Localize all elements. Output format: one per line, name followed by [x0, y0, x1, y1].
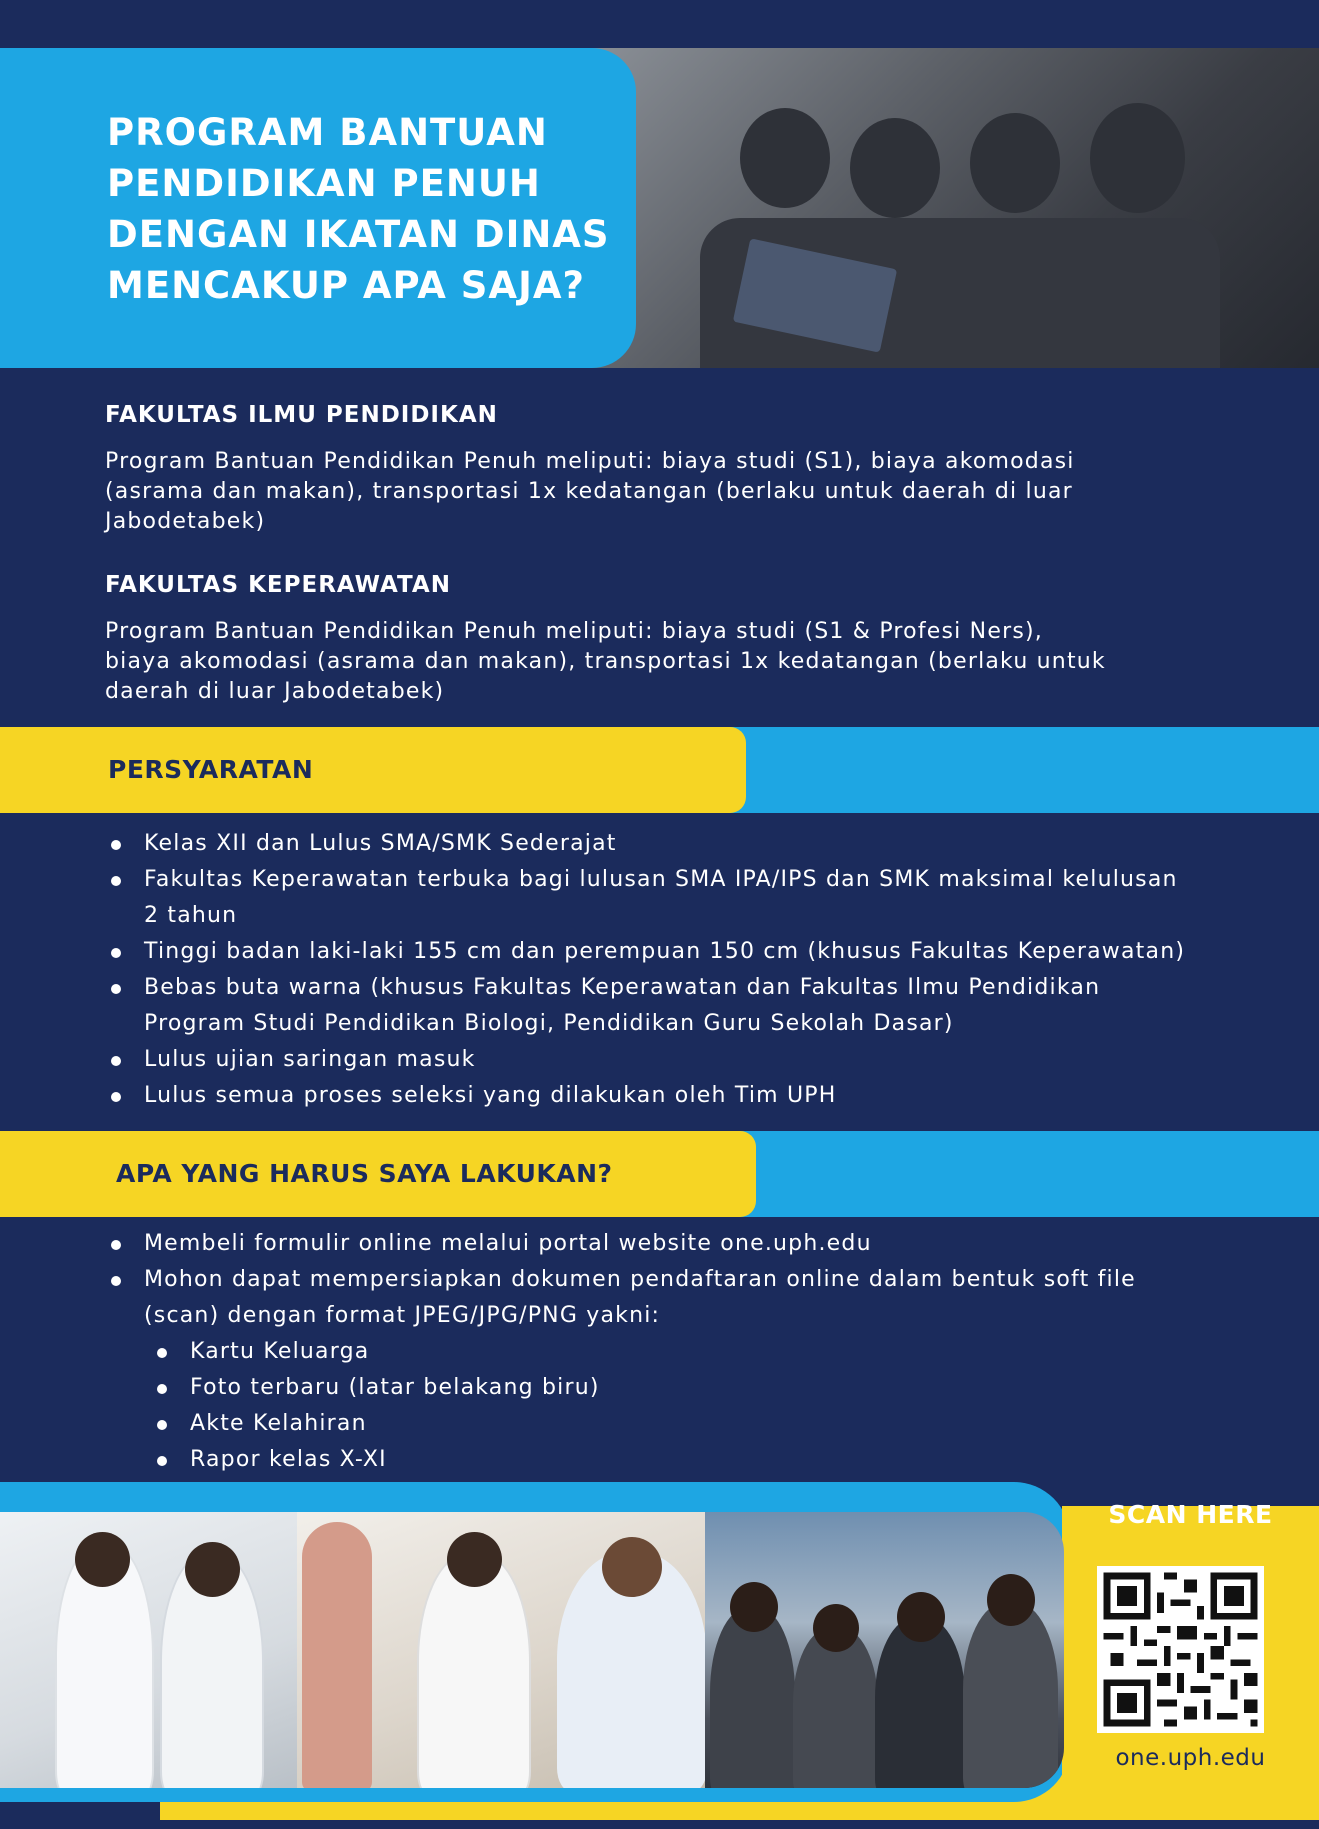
- bullet-icon: [111, 1056, 121, 1066]
- list-item: [144, 1262, 1284, 1334]
- list-item: [144, 826, 1284, 862]
- todo-band: [0, 1131, 756, 1217]
- bullet-icon: [111, 984, 121, 994]
- photo-nursing-students: [0, 1512, 297, 1788]
- description-line: biaya akomodasi (asrama dan makan), transportasi 1x kedatangan (berlaku untuk: [105, 649, 1106, 674]
- bullet-icon: [157, 1348, 167, 1358]
- list-item: [190, 1370, 1090, 1406]
- list-item: [190, 1334, 1090, 1370]
- hero-photo-students-with-laptop: [590, 48, 1319, 368]
- faculty-heading-education: FAKULTAS ILMU PENDIDIKAN: [105, 402, 498, 428]
- bullet-icon: [157, 1420, 167, 1430]
- list-item-line: Lulus ujian saringan masuk: [144, 1047, 476, 1072]
- list-item-line: (scan) dengan format JPEG/JPG/PNG yakni:: [144, 1303, 661, 1328]
- list-item: [190, 1442, 1090, 1478]
- list-item-line: Membeli formulir online melalui portal website one.uph.edu: [144, 1231, 872, 1256]
- document-item: Rapor kelas X-XI: [190, 1447, 387, 1472]
- bullet-icon: [111, 1240, 121, 1250]
- requirements-list: [144, 826, 1284, 1114]
- list-item: [144, 1042, 1284, 1078]
- title-line: PENDIDIKAN PENUH: [107, 162, 541, 205]
- documents-list: [190, 1334, 1090, 1478]
- description-line: daerah di luar Jabodetabek): [105, 679, 445, 704]
- title-line: DENGAN IKATAN DINAS: [107, 213, 610, 256]
- page-title: [107, 107, 627, 311]
- bullet-icon: [111, 876, 121, 886]
- document-item: Akte Kelahiran: [190, 1411, 367, 1436]
- bullet-icon: [157, 1384, 167, 1394]
- list-item-line: Program Studi Pendidikan Biologi, Pendidikan Guru Sekolah Dasar): [144, 1011, 954, 1036]
- photo-uniformed-students: [705, 1512, 1064, 1788]
- list-item: [144, 1078, 1284, 1114]
- description-line: Program Bantuan Pendidikan Penuh meliputi: biaya studi (S1), biaya akomodasi: [105, 449, 1075, 474]
- requirements-heading: PERSYARATAN: [108, 755, 314, 784]
- qr-code-icon[interactable]: [1097, 1566, 1264, 1733]
- faculty-description-nursing: [105, 617, 1215, 707]
- bullet-icon: [111, 1276, 121, 1286]
- bullet-icon: [111, 948, 121, 958]
- photo-anatomy-class: [297, 1512, 705, 1788]
- list-item-line: Kelas XII dan Lulus SMA/SMK Sederajat: [144, 831, 617, 856]
- title-line: PROGRAM BANTUAN: [107, 111, 548, 154]
- title-line: MENCAKUP APA SAJA?: [107, 264, 585, 307]
- website-url[interactable]: one.uph.edu: [1115, 1745, 1266, 1771]
- list-item-line: Bebas buta warna (khusus Fakultas Keperawatan dan Fakultas Ilmu Pendidikan: [144, 975, 1101, 1000]
- todo-heading: APA YANG HARUS SAYA LAKUKAN?: [116, 1159, 613, 1188]
- list-item: [190, 1406, 1090, 1442]
- faculty-heading-nursing: FAKULTAS KEPERAWATAN: [105, 572, 451, 598]
- list-item: [144, 970, 1284, 1042]
- list-item: [144, 862, 1284, 934]
- qr-code-graphic: [1097, 1566, 1264, 1733]
- todo-list: [144, 1226, 1284, 1334]
- faculty-description-education: [105, 447, 1215, 537]
- description-line: Jabodetabek): [105, 509, 266, 534]
- document-item: Foto terbaru (latar belakang biru): [190, 1375, 600, 1400]
- document-item: Kartu Keluarga: [190, 1339, 370, 1364]
- list-item-line: Mohon dapat mempersiapkan dokumen pendaftaran online dalam bentuk soft file: [144, 1267, 1136, 1292]
- description-line: Program Bantuan Pendidikan Penuh meliputi: biaya studi (S1 & Profesi Ners),: [105, 619, 1043, 644]
- bullet-icon: [111, 1092, 121, 1102]
- bullet-icon: [111, 840, 121, 850]
- list-item-line: 2 tahun: [144, 903, 238, 928]
- list-item: [144, 1226, 1284, 1262]
- list-item: [144, 934, 1284, 970]
- list-item-line: Tinggi badan laki-laki 155 cm dan perempuan 150 cm (khusus Fakultas Keperawatan): [144, 939, 1186, 964]
- description-line: (asrama dan makan), transportasi 1x kedatangan (berlaku untuk daerah di luar: [105, 479, 1073, 504]
- list-item-line: Lulus semua proses seleksi yang dilakukan oleh Tim UPH: [144, 1083, 837, 1108]
- list-item-line: Fakultas Keperawatan terbuka bagi lulusan SMA IPA/IPS dan SMK maksimal kelulusan: [144, 867, 1178, 892]
- scan-here-label: SCAN HERE: [1108, 1500, 1273, 1529]
- bullet-icon: [157, 1456, 167, 1466]
- requirements-band: [0, 727, 746, 813]
